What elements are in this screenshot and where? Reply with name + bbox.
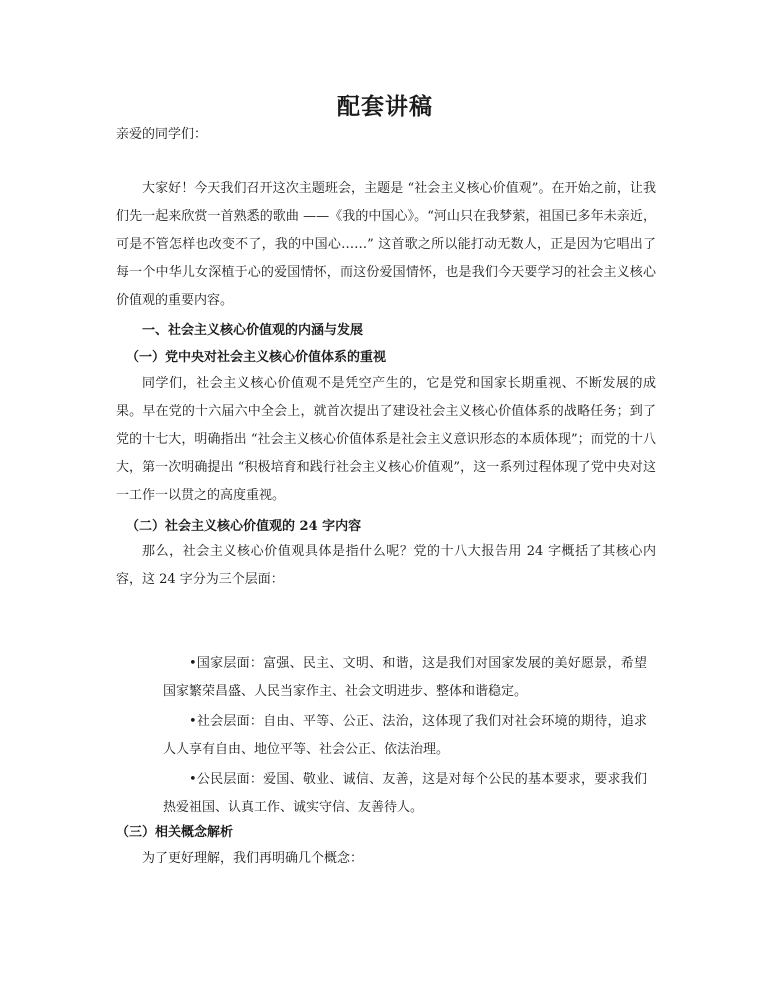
list-item-text: 社会层面：自由、平等、公正、法治，这体现了我们对社会环境的期待，追求人人享有自由、地位平等、社会公正、依法治理。	[163, 714, 647, 757]
intro-paragraph: 大家好！今天我们召开这次主题班会，主题是 “社会主义核心价值观”。在开始之前，让我们先一起来欣赏一首熟悉的歌曲 ——《我的中国心》。“河山只在我梦萦，祖国已多年未亲近，可是不管怎样也改变不了，我的中国心……” 这首歌之所以能打动无数人，正是因为它唱出了每一个中华儿女深植于心的爱国情怀，而这份爱国情怀，也是我们今天要学习的社会主义核心价值观的重要内容。	[116, 181, 656, 308]
section-heading-1: 一、社会主义核心价值观的内涵与发展	[142, 323, 364, 338]
page-title: 配套讲稿	[337, 93, 433, 120]
subsection-3-paragraph: 为了更好理解，我们再明确几个概念：	[142, 851, 364, 866]
subsection-heading-3: （三）相关概念解析	[116, 825, 234, 840]
subsection-2-paragraph: 那么，社会主义核心价值观具体是指什么呢？党的十八大报告用 24 字概括了其核心内容，这 24 字分为三个层面：	[116, 544, 656, 587]
list-item-text: 公民层面：爱国、敬业、诚信、友善，这是对每个公民的基本要求，要求我们热爱祖国、认真工作、诚实守信、友善待人。	[163, 772, 647, 815]
list-item-text: 国家层面：富强、民主、文明、和谐，这是我们对国家发展的美好愿景，希望国家繁荣昌盛、人民当家作主、社会文明进步、整体和谐稳定。	[163, 656, 647, 699]
subsection-1-paragraph: 同学们，社会主义核心价值观不是凭空产生的，它是党和国家长期重视、不断发展的成果。早在党的十六届六中全会上，就首次提出了建设社会主义核心价值体系的战略任务；到了党的十七大，明确指出 “社会主义核心价值体系是社会主义意识形态的本质体现”；而党的十八大，第一次明确提出 “积极培育和践行社会主义核心价值观”，这一系列过程体现了党中央对这一工作一以贯之的高度重视。	[116, 376, 656, 503]
greeting: 亲爱的同学们：	[116, 127, 208, 142]
list-item	[163, 766, 647, 822]
core-values-list	[163, 650, 647, 824]
list-item	[163, 708, 647, 764]
bullet-icon: •	[189, 714, 197, 729]
subsection-heading-2: （二）社会主义核心价值观的 24 字内容	[126, 519, 362, 534]
bullet-icon: •	[189, 656, 197, 671]
list-item	[163, 650, 647, 706]
bullet-icon: •	[189, 772, 197, 787]
subsection-heading-1: （一）党中央对社会主义核心价值体系的重视	[126, 350, 387, 365]
